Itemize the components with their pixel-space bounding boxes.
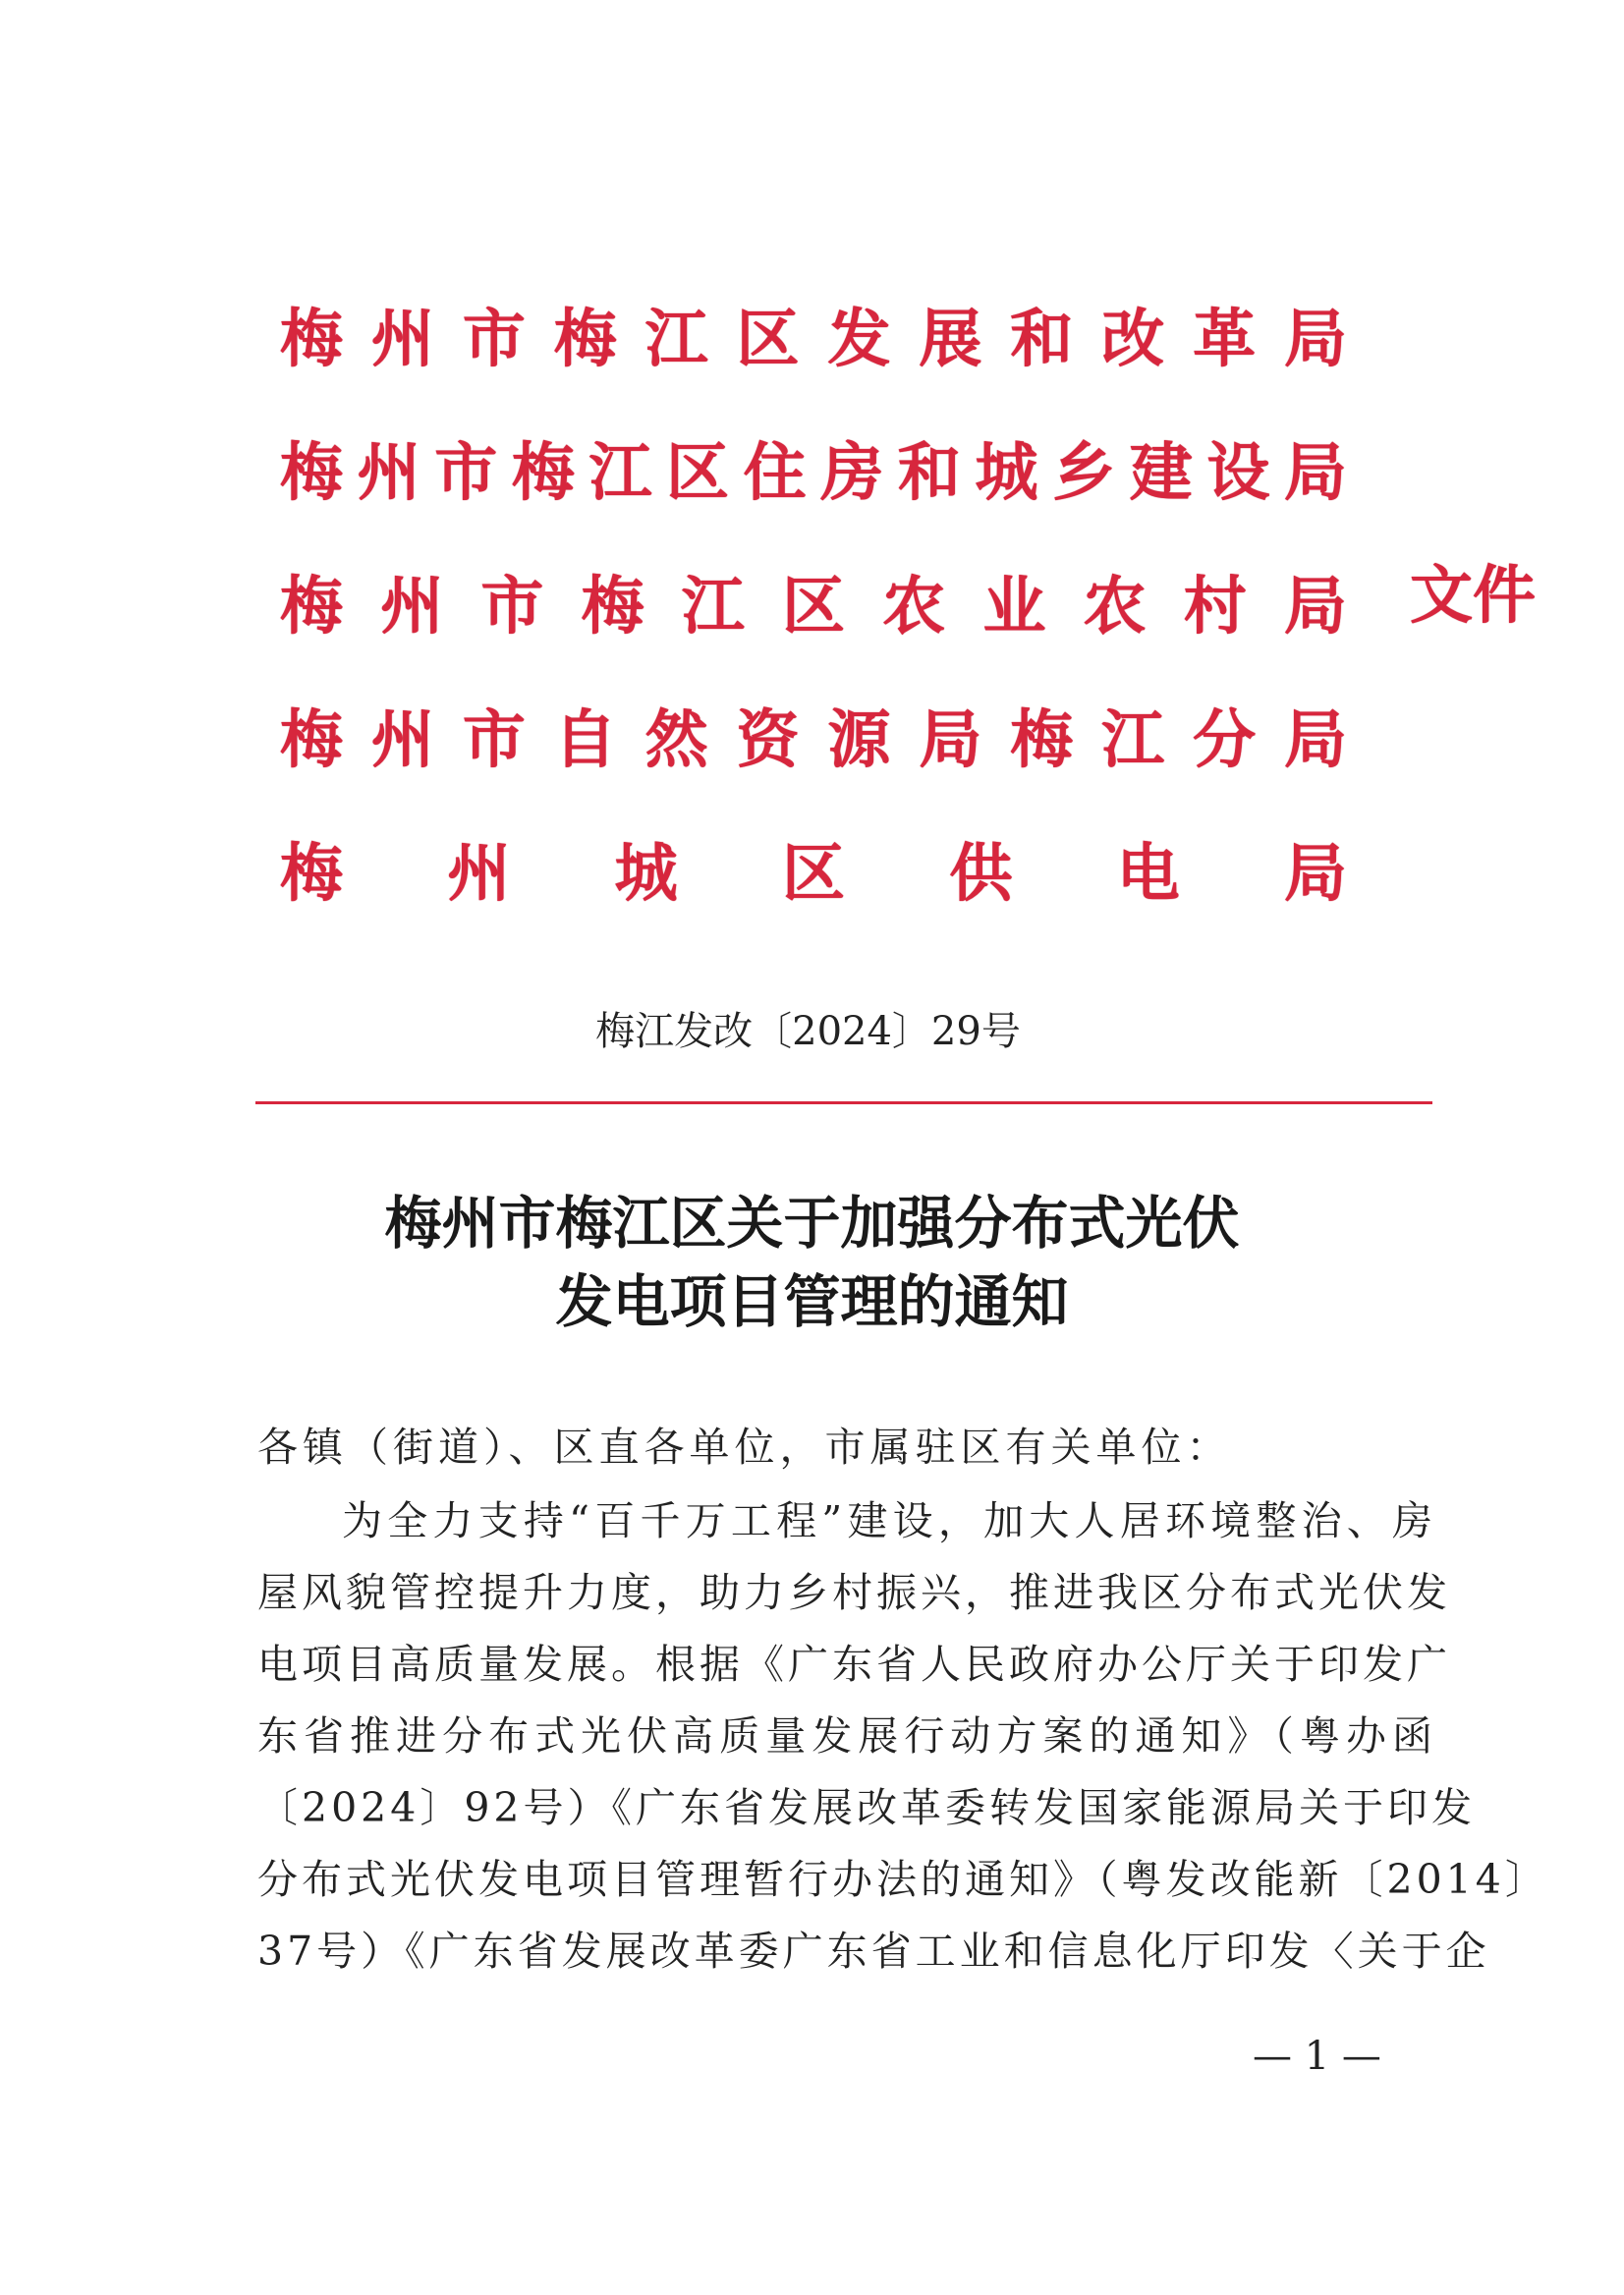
issuer-char: 城 bbox=[614, 838, 678, 911]
issuer-char: 江 bbox=[588, 437, 652, 510]
issuer-char: 市 bbox=[462, 304, 526, 376]
issuer-char: 州 bbox=[370, 704, 434, 777]
issuer-char: 梅 bbox=[280, 704, 343, 777]
issuer-char: 和 bbox=[897, 437, 961, 510]
issuer-char: 梅 bbox=[511, 437, 575, 510]
issuer-line bbox=[278, 428, 1349, 510]
issuer-char: 梅 bbox=[1010, 704, 1074, 777]
issuer-char: 改 bbox=[1101, 304, 1165, 376]
title-line-1: 梅州市梅江区关于加强分布式光伏 bbox=[384, 1190, 1240, 1257]
document-number bbox=[0, 1000, 1624, 1056]
issuer-char: 农 bbox=[882, 571, 946, 644]
issuer-char: 房 bbox=[820, 437, 884, 510]
issuer-char: 梅 bbox=[581, 571, 644, 644]
body-line: 为全力支持“百千万工程”建设，加大人居环境整治、房 bbox=[342, 1497, 1436, 1544]
issuer-char: 梅 bbox=[280, 437, 343, 510]
issuer-char: 展 bbox=[919, 304, 982, 376]
issuer-char: 州 bbox=[380, 571, 444, 644]
issuer-char: 梅 bbox=[553, 304, 617, 376]
issuer-char: 资 bbox=[736, 704, 800, 777]
body-line: 电项目高质量发展。根据《广东省人民政府办公厅关于印发广 bbox=[257, 1641, 1451, 1688]
issuer-char: 局 bbox=[1283, 838, 1347, 911]
body-paragraph bbox=[257, 1485, 1549, 1987]
issuer-char: 区 bbox=[736, 304, 800, 376]
issuer-char: 市 bbox=[480, 571, 544, 644]
issuer-char: 梅 bbox=[280, 571, 343, 644]
issuer-char: 革 bbox=[1193, 304, 1257, 376]
body-line: 37号）《广东省发展改革委广东省工业和信息化厅印发〈关于企 bbox=[257, 1928, 1490, 1975]
issuer-char: 局 bbox=[1283, 571, 1347, 644]
issuer-char: 设 bbox=[1206, 437, 1270, 510]
issuer-char: 业 bbox=[982, 571, 1046, 644]
issuer-line bbox=[278, 562, 1349, 644]
issuing-agencies bbox=[278, 295, 1349, 963]
issuer-char: 自 bbox=[553, 704, 617, 777]
issuer-char: 市 bbox=[462, 704, 526, 777]
issuer-char: 乡 bbox=[1052, 437, 1116, 510]
issuer-char: 发 bbox=[827, 304, 891, 376]
body-line: 〔2024〕92号）《广东省发展改革委转发国家能源局关于印发 bbox=[257, 1784, 1477, 1831]
issuer-char: 和 bbox=[1010, 304, 1074, 376]
body-line: 分布式光伏发电项目管理暂行办法的通知》（粤发改能新〔2014〕 bbox=[257, 1856, 1549, 1903]
issuer-char: 州 bbox=[370, 304, 434, 376]
issuer-char: 江 bbox=[644, 304, 708, 376]
issuer-char: 区 bbox=[781, 571, 845, 644]
issuer-char: 城 bbox=[975, 437, 1038, 510]
issuer-char: 局 bbox=[1283, 304, 1347, 376]
issuer-char: 建 bbox=[1129, 437, 1193, 510]
issuer-char: 局 bbox=[1283, 437, 1347, 510]
issuer-char: 分 bbox=[1193, 704, 1257, 777]
document-title bbox=[0, 1184, 1624, 1341]
salutation: 各镇（街道）、区直各单位，市属驻区有关单位： bbox=[257, 1424, 1232, 1471]
issuer-line bbox=[278, 295, 1349, 376]
document-number-text: 梅江发改〔2024〕29号 bbox=[595, 1009, 1021, 1054]
issuer-line bbox=[278, 829, 1349, 911]
issuer-char: 梅 bbox=[280, 304, 343, 376]
issuer-char: 江 bbox=[1101, 704, 1165, 777]
issuer-line bbox=[278, 696, 1349, 777]
issuer-char: 源 bbox=[827, 704, 891, 777]
issuer-char: 州 bbox=[357, 437, 420, 510]
issuer-char: 住 bbox=[743, 437, 807, 510]
issuer-char: 然 bbox=[644, 704, 708, 777]
issuer-char: 区 bbox=[781, 838, 845, 911]
title-line-2: 发电项目管理的通知 bbox=[555, 1268, 1069, 1335]
issuer-char: 村 bbox=[1183, 571, 1247, 644]
issuer-char: 梅 bbox=[280, 838, 343, 911]
issuer-char: 农 bbox=[1083, 571, 1147, 644]
page-number: — 1 — bbox=[1253, 2034, 1381, 2079]
issuer-char: 电 bbox=[1116, 838, 1180, 911]
issuer-char: 州 bbox=[447, 838, 511, 911]
document-type-label: 文件 bbox=[1410, 560, 1536, 633]
body-line: 屋风貌管控提升力度，助力乡村振兴，推进我区分布式光伏发 bbox=[257, 1569, 1451, 1616]
issuer-char: 区 bbox=[666, 437, 730, 510]
issuer-char: 市 bbox=[434, 437, 498, 510]
issuer-char: 江 bbox=[681, 571, 745, 644]
red-separator-line bbox=[255, 1101, 1432, 1104]
issuer-char: 局 bbox=[1283, 704, 1347, 777]
body-line: 东省推进分布式光伏高质量发展行动方案的通知》（粤办函 bbox=[257, 1712, 1436, 1760]
issuer-char: 局 bbox=[919, 704, 982, 777]
issuer-char: 供 bbox=[949, 838, 1013, 911]
